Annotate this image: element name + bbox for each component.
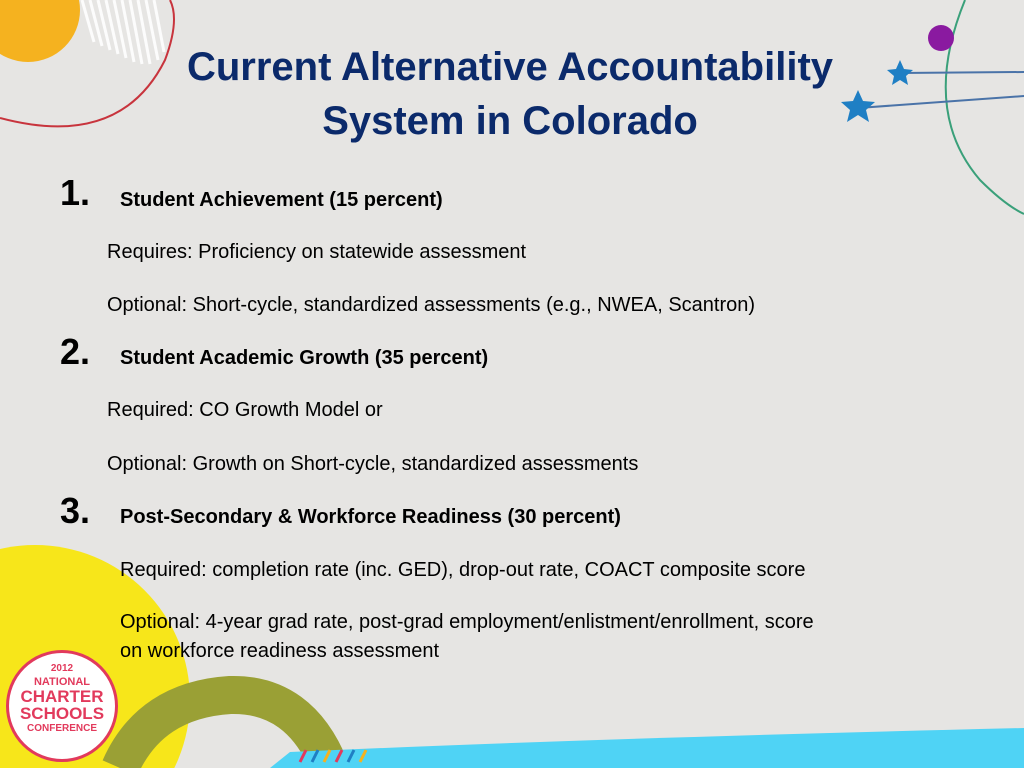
logo-line-charter: CHARTER — [20, 687, 104, 706]
section-line: Optional: Growth on Short-cycle, standardized assessments — [107, 453, 639, 475]
section-number: 3. — [60, 490, 91, 531]
logo-line-schools: SCHOOLS — [19, 704, 105, 723]
section-heading: Student Achievement (15 percent) — [120, 189, 443, 211]
title-line-1: Current Alternative Accountability — [186, 45, 834, 89]
section-heading: Post-Secondary & Workforce Readiness (30 percent) — [120, 506, 621, 528]
conference-logo — [6, 650, 118, 762]
cyan-band-shape — [270, 728, 1024, 768]
section-line: on workforce readiness assessment — [120, 640, 440, 662]
section-heading: Student Academic Growth (35 percent) — [120, 347, 489, 369]
section-line: Required: completion rate (inc. GED), drop-out rate, COACT composite score — [120, 559, 806, 581]
section-line: Optional: 4-year grad rate, post-grad employment/enlistment/enrollment, score — [120, 611, 814, 633]
section-number: 1. — [60, 172, 91, 213]
logo-line-conference: CONFERENCE — [26, 723, 97, 734]
logo-line-national: NATIONAL — [33, 676, 90, 688]
title-line-2: System in Colorado — [322, 99, 698, 143]
logo-year: 2012 — [50, 663, 74, 674]
section-line: Optional: Short-cycle, standardized assessments (e.g., NWEA, Scantron) — [107, 294, 756, 316]
section-line: Required: CO Growth Model or — [107, 399, 383, 421]
section-line: Requires: Proficiency on statewide assessment — [107, 241, 527, 263]
section-number: 2. — [60, 331, 91, 372]
slide-title — [60, 40, 960, 148]
